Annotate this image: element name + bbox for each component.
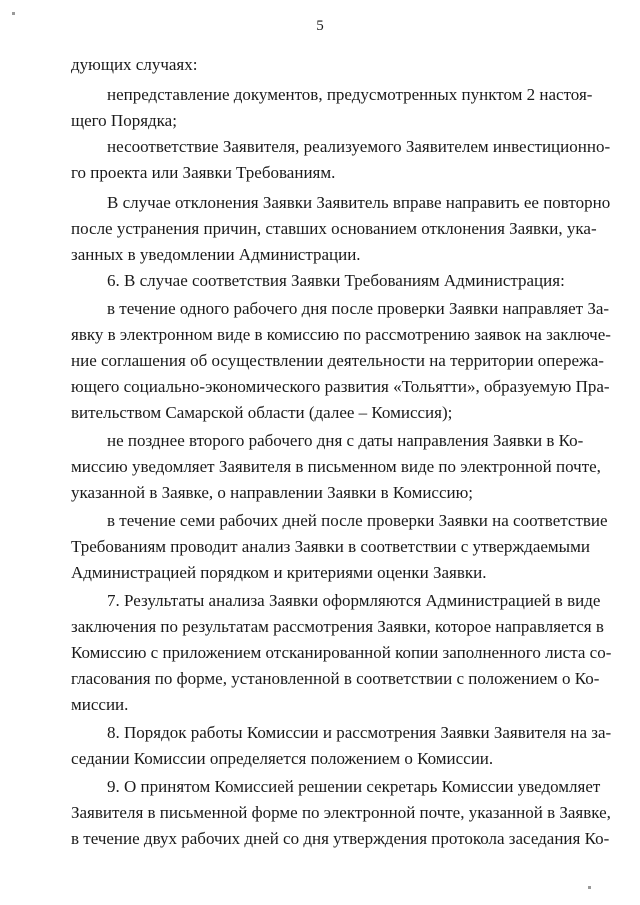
- text-line: гласования по форме, установленной в соответствии с положением о Ко-: [71, 669, 600, 688]
- text-line: седании Комиссии определяется положением о Комиссии.: [71, 749, 494, 768]
- text-line: Администрацией порядком и критериями оценки Заявки.: [71, 563, 487, 582]
- text-line: заключения по результатам рассмотрения Заявки, которое направляется в: [71, 617, 604, 636]
- text-line: в течение двух рабочих дней со дня утверждения протокола заседания Ко-: [71, 829, 610, 848]
- text-line: не позднее второго рабочего дня с даты направления Заявки в Ко-: [107, 431, 584, 450]
- text-line: миссии.: [71, 695, 129, 714]
- text-line: 8. Порядок работы Комиссии и рассмотрения Заявки Заявителя на за-: [107, 723, 612, 742]
- scan-mark: [12, 12, 15, 15]
- scan-mark: [588, 886, 591, 889]
- text-line: Требованиям проводит анализ Заявки в соответствии с утверждаемыми: [71, 537, 590, 556]
- text-line: го проекта или Заявки Требованиям.: [71, 163, 336, 182]
- text-line: 6. В случае соответствия Заявки Требованиям Администрация:: [107, 271, 565, 290]
- text-line: явку в электронном виде в комиссию по рассмотрению заявок на заключе-: [71, 325, 611, 344]
- text-line: 7. Результаты анализа Заявки оформляются Администрацией в виде: [107, 591, 601, 610]
- text-line: Комиссию с приложением отсканированной копии заполненного листа со-: [71, 643, 612, 662]
- text-line: занных в уведомлении Администрации.: [71, 245, 361, 264]
- text-line: В случае отклонения Заявки Заявитель вправе направить ее повторно: [107, 193, 611, 212]
- text-line: щего Порядка;: [71, 111, 177, 130]
- text-line: указанной в Заявке, о направлении Заявки в Комиссию;: [71, 483, 474, 502]
- text-line: несоответствие Заявителя, реализуемого Заявителем инвестиционно-: [107, 137, 611, 156]
- text-line: непредставление документов, предусмотренных пунктом 2 настоя-: [107, 85, 593, 104]
- text-line: вительством Самарской области (далее – Комиссия);: [71, 403, 453, 422]
- text-line: ющего социально-экономического развития «Тольятти», образуемую Пра-: [71, 377, 610, 396]
- text-line: в течение одного рабочего дня после проверки Заявки направляет За-: [107, 299, 610, 318]
- text-line: в течение семи рабочих дней после проверки Заявки на соответствие: [107, 511, 608, 530]
- text-line: ние соглашения об осуществлении деятельности на территории опережа-: [71, 351, 604, 370]
- text-line: Заявителя в письменной форме по электронной почте, указанной в Заявке,: [71, 803, 611, 822]
- text-line: 9. О принятом Комиссией решении секретарь Комиссии уведомляет: [107, 777, 601, 796]
- text-line: дующих случаях:: [71, 55, 198, 74]
- text-line: после устранения причин, ставших основанием отклонения Заявки, ука-: [71, 219, 597, 238]
- text-line: миссию уведомляет Заявителя в письменном виде по электронной почте,: [71, 457, 601, 476]
- page-number: 5: [316, 18, 324, 34]
